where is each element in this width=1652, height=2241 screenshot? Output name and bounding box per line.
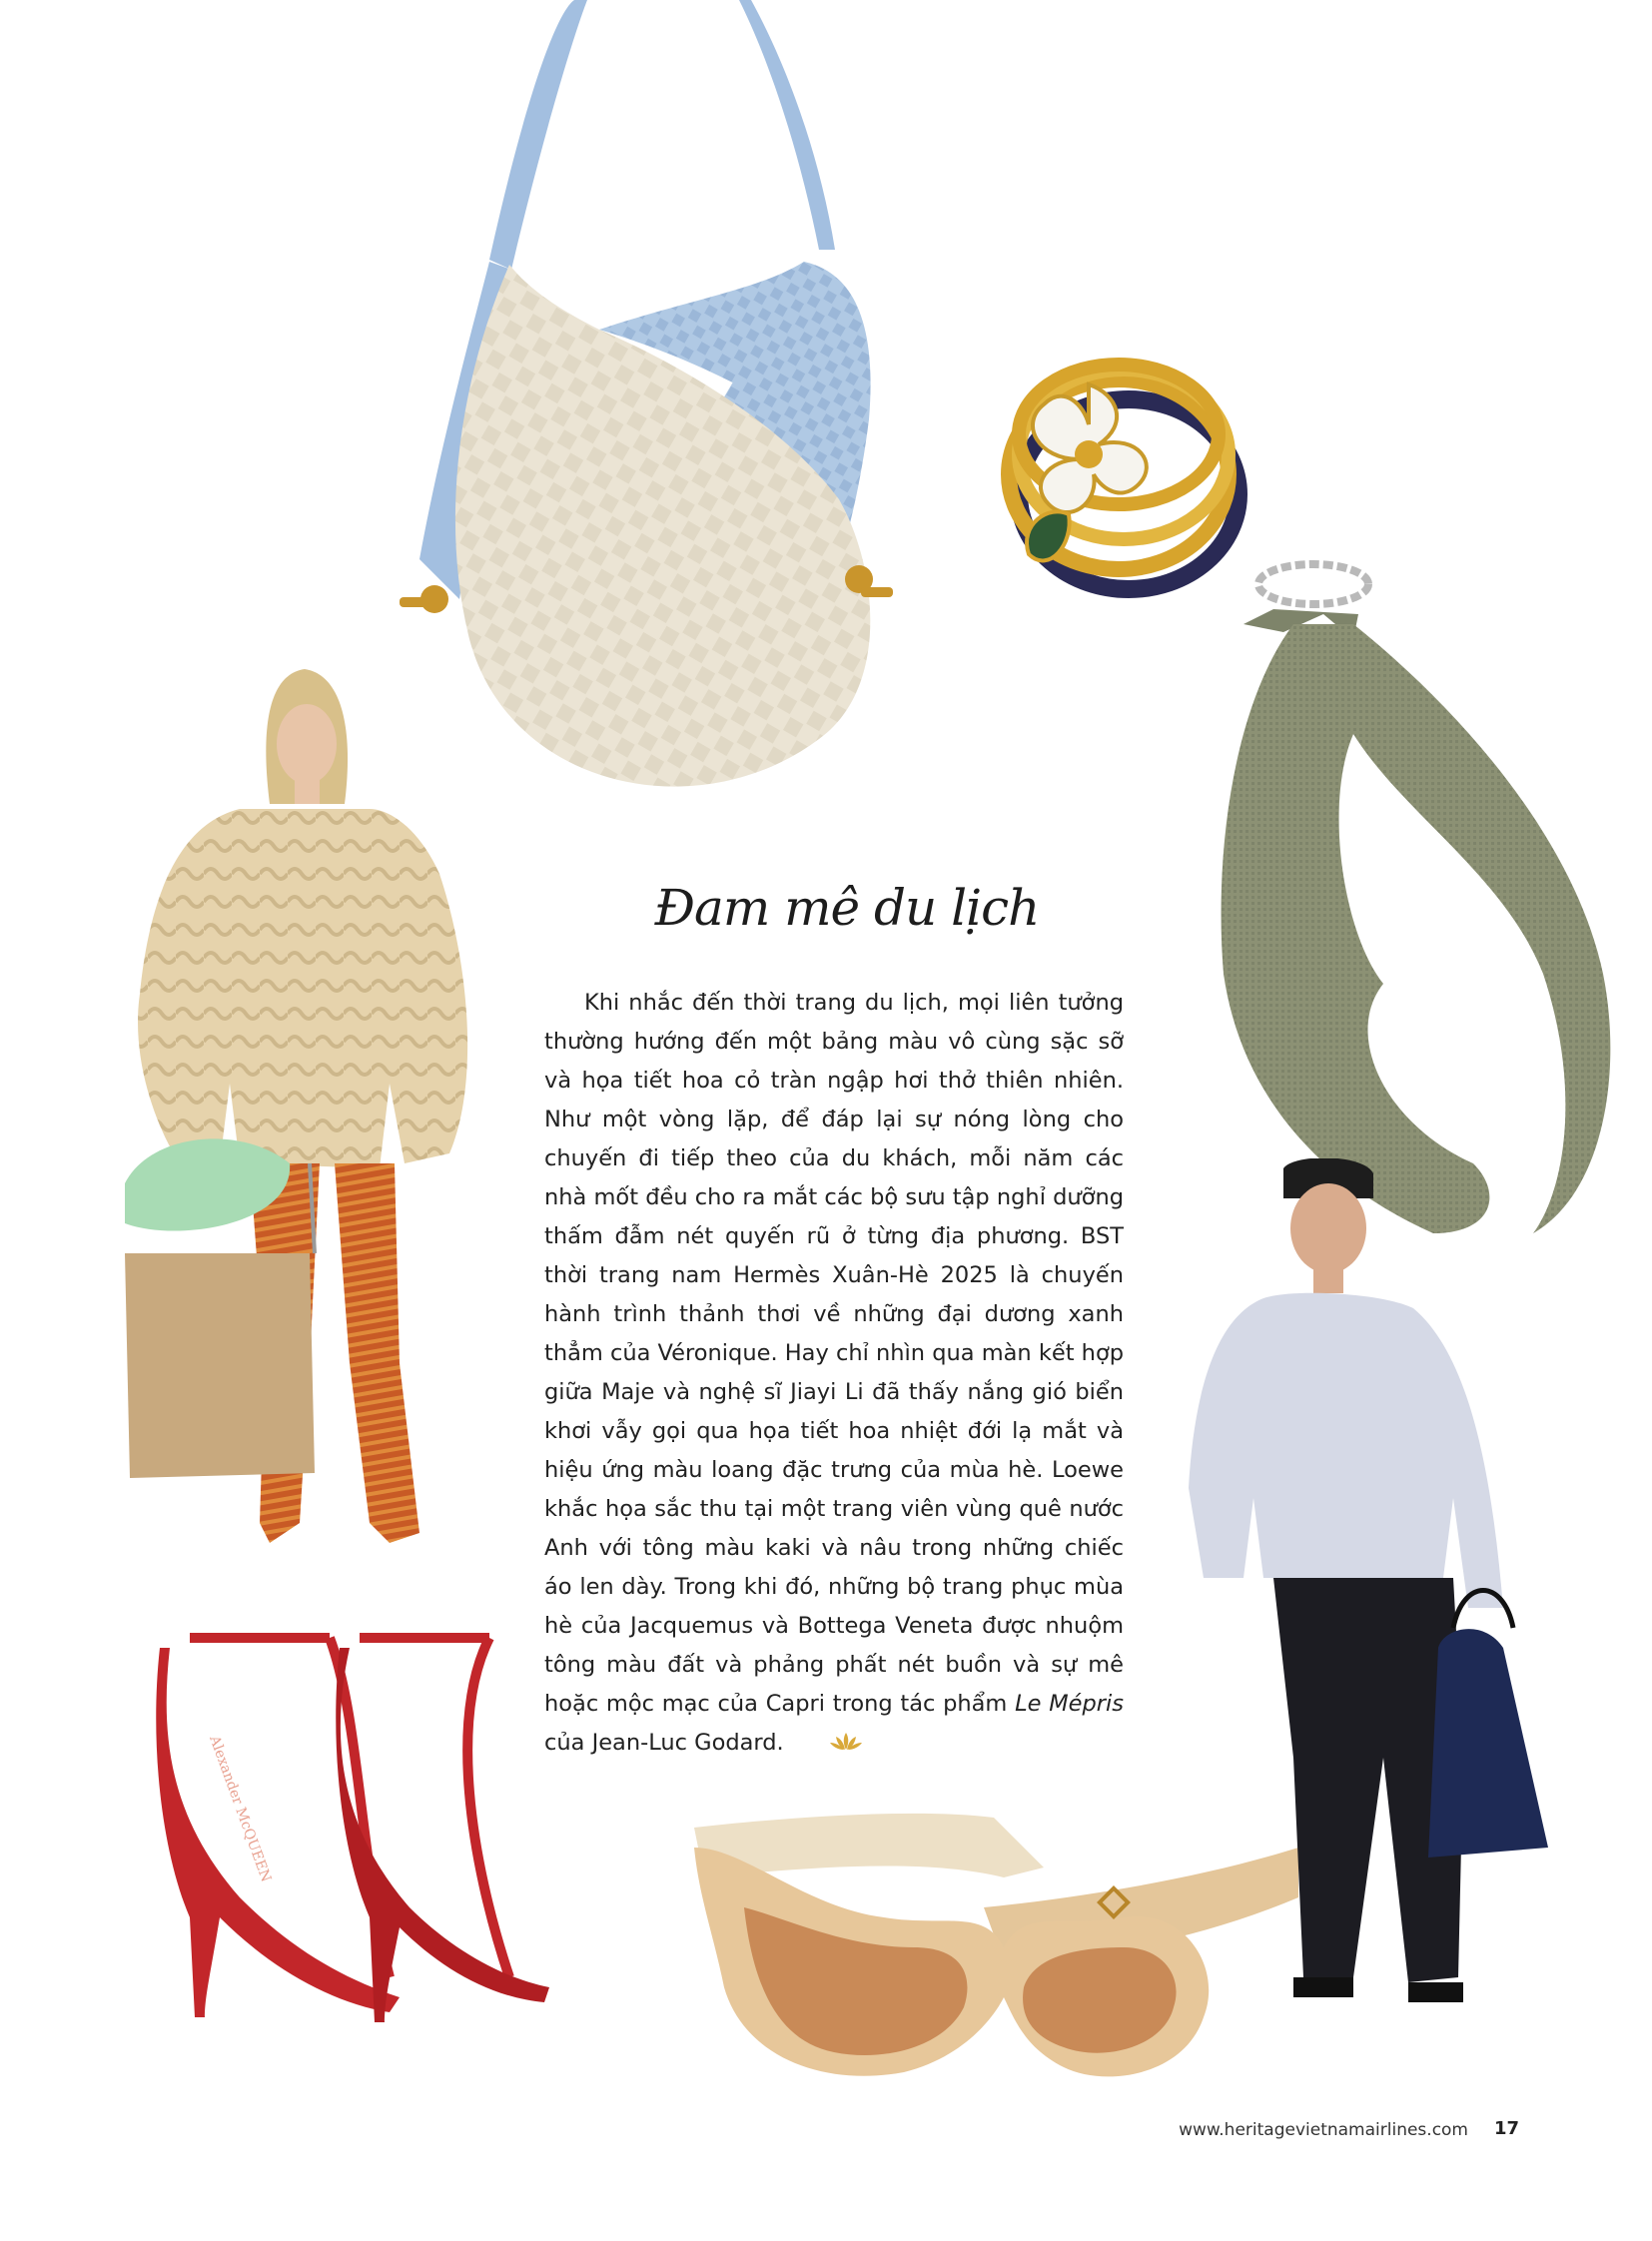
shoe-brand-text: Alexander McQUEEN: [206, 1733, 275, 1884]
footer-url[interactable]: www.heritagevietnamairlines.com: [1179, 2120, 1468, 2140]
article-body-text: Khi nhắc đến thời trang du lịch, mọi liên tưởng thường hướng đến một bảng màu vô cùng sặc sỡ và họa tiết hoa cỏ tràn ngập hơi thở thiên nhiên. Như một vòng lặp, để đáp lại sự nóng lòng cho chuyến đi tiếp theo của du khách, mỗi năm các nhà mốt đều cho ra mắt các bộ sưu tập nghỉ dưỡng thấm đẫm nét quyến rũ ở từng địa phương. BST thời trang nam Hermès Xuân-Hè 2025 là chuyến hành trình thảnh thơi về những đại dương xanh thẳm của Véronique. Hay chỉ nhìn qua màn kết hợp giữa Maje và nghệ sĩ Jiayi Li đã thấy nắng gió biển khơi vẫy gọi qua họa tiết hoa nhiệt đới lạ mắt và hiệu ứng màu loang đặc trưng của mùa hè. Loewe khắc họa sắc thu tại một trang viên vùng quê nước Anh với tông màu kaki và nâu trong những chiếc áo len dày. Trong khi đó, những bộ trang phục mùa hè của Jacquemus và Bottega Veneta được nhuộm tông màu đất và phảng phất nét buồn và sự mê hoặc mộc mạc của Capri trong tác phẩm: [544, 990, 1124, 1717]
green-scarf-image: [1204, 554, 1623, 1233]
article-body-end: của Jean-Luc Godard.: [544, 1730, 784, 1756]
page-number: 17: [1494, 2118, 1520, 2139]
lotus-icon: [790, 1726, 822, 1746]
film-title: Le Mépris: [1015, 1691, 1124, 1717]
male-model-sweatshirt-image: [1184, 1158, 1563, 2017]
article-body: [544, 984, 1124, 1763]
red-sandals-image: [150, 1618, 599, 2037]
model-knit-sweater-image: [120, 664, 509, 1568]
section-title: Đam mê du lịch: [654, 879, 1040, 937]
